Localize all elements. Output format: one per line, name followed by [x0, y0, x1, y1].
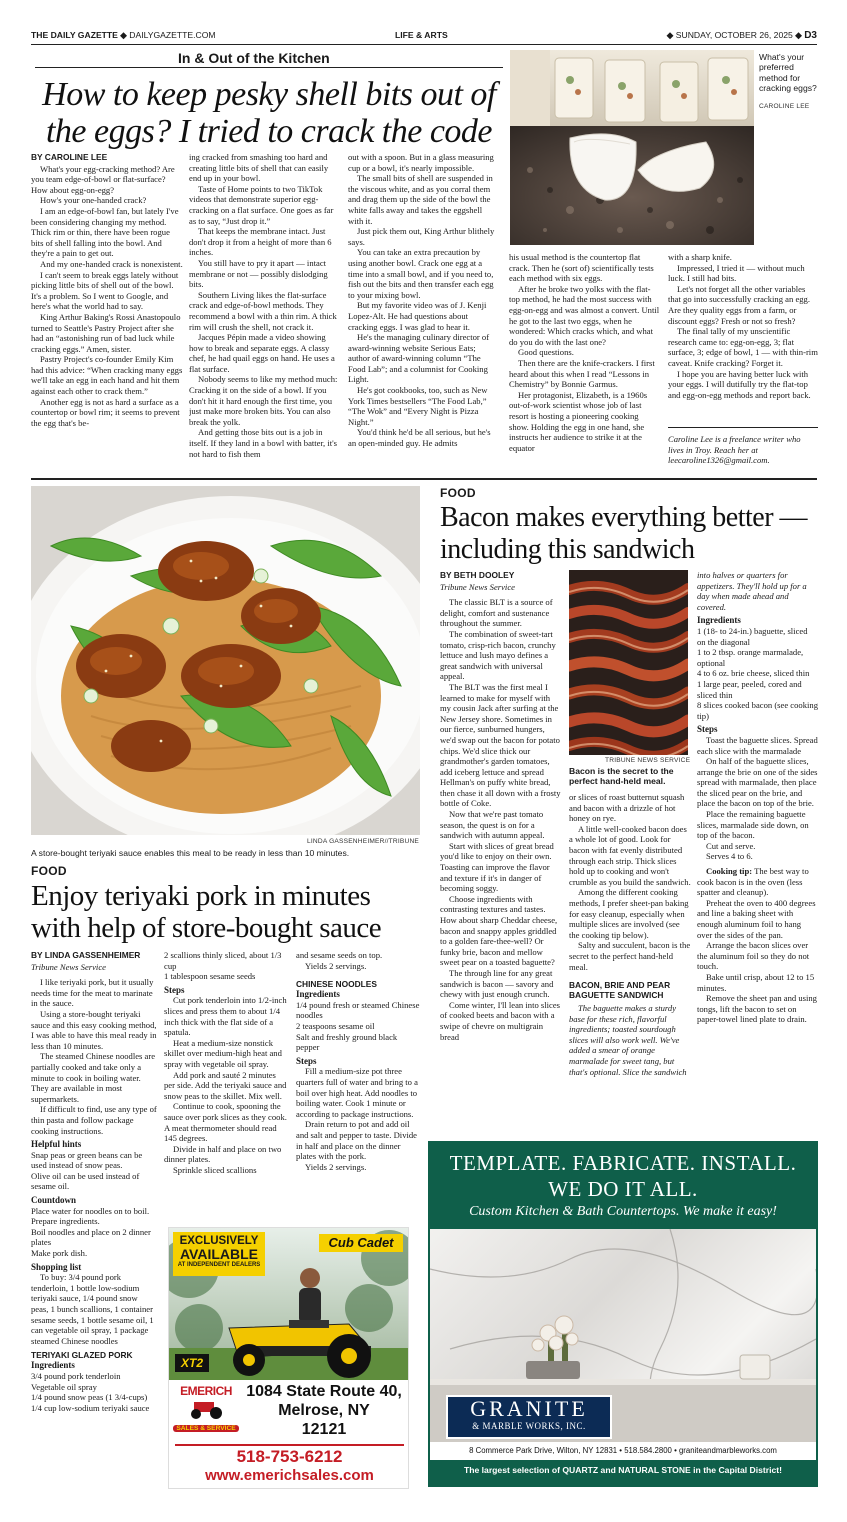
- step-item: Drain return to pot and add oil and salt and pepper to taste. Divide in half and place on the dinner plates with the pork.: [296, 1119, 417, 1162]
- dealer-name: EMERICH: [180, 1384, 232, 1398]
- countdown-item: Place water for noodles on to boil.: [31, 1205, 150, 1216]
- eggs-paragraph: Let's not forget all the other variables that go into successfully cracking an egg. Are they quality eggs from a farm, or discount eggs? Fresh or not so fresh?: [668, 283, 810, 326]
- bacon-paragraph: The classic BLT is a source of delight, comfort and sustenance throughout the summer.: [440, 597, 553, 629]
- ad-dealers: AT INDEPENDENT DEALERS: [177, 1262, 261, 1268]
- eggs-headline: How to keep pesky shell bits out of the eggs? I tried to crack the code: [42, 76, 496, 150]
- tip-step: Remove the sheet pan and using tongs, lift the bacon to set on paper-towel lined plate to drain.: [697, 993, 817, 1025]
- bacon-photo: [569, 570, 688, 755]
- eggs-kicker: In & Out of the Kitchen: [178, 50, 330, 66]
- teriyaki-photo-credit: LINDA GASSENHEIMER//TRIBUNE: [307, 838, 420, 845]
- teriyaki-paragraph: Using a store-bought teriyaki sauce and this easy cooking method, I was able to have this meal ready in less than 10 minutes.: [31, 1008, 157, 1051]
- dealer-address: [241, 1382, 407, 1439]
- step-item: Fill a medium-size pot three quarters full of water and bring to a boil over high heat. Add noodles to boiling water. Cook 1 minute or according to package instructions.: [296, 1066, 418, 1119]
- granite-address: 8 Commerce Park Drive, Wilton, NY 12831: [469, 1446, 618, 1455]
- ingredient-item: 1/4 pound fresh or steamed Chinese noodles: [296, 999, 420, 1021]
- ingredient-item: 2 scallions thinly sliced, about 1/3 cup: [164, 950, 282, 971]
- granite-contact-bar: 8 Commerce Park Drive, Wilton, NY 12831 • 518.584.2800 • graniteandmarbleworks.com: [430, 1442, 816, 1460]
- teriyaki-col-3: [296, 950, 422, 1220]
- helpful-hints-heading: Helpful hints: [31, 1139, 82, 1150]
- bacon-agency: Tribune News Service: [440, 581, 515, 592]
- tractor-icon: [186, 1398, 226, 1420]
- step-item: Serves 4 to 6.: [706, 851, 753, 862]
- granite-logo-word: GRANITE: [470, 1396, 588, 1421]
- eggs-col-4: [509, 252, 660, 476]
- address-line-2: Melrose, NY: [278, 1402, 370, 1419]
- hint-item: Olive oil can be used instead of sesame oil.: [31, 1170, 140, 1192]
- granite-logo: [446, 1395, 612, 1439]
- ingredient-item: 4 to 6 oz. brie cheese, sliced thin: [697, 668, 810, 679]
- teriyaki-agency: Tribune News Service: [31, 961, 106, 972]
- eggs-col-1: [31, 152, 183, 476]
- ingredient-item: 2 teaspoons sesame oil: [296, 1020, 375, 1031]
- eggs-paragraph: Her protagonist, Elizabeth, is a 1960s out-of-work scientist whose job of last resort is hosting a pioneering cooking show. Holding the egg in one hand, she instructs her audience to strike it at the equator: [509, 389, 648, 453]
- dealer-website[interactable]: www.emerichsales.com: [205, 1467, 374, 1484]
- eggs-photo-credit: CAROLINE LEE: [759, 103, 810, 110]
- bacon-photo-caption: Bacon is the secret to the perfect hand-held meal.: [569, 766, 674, 787]
- ingredient-item: Vegetable oil spray: [31, 1381, 97, 1392]
- ingredient-item: 1 (18- to 24-in.) baguette, sliced on the diagonal: [697, 625, 808, 647]
- marble-photo: [430, 1229, 816, 1442]
- recipe-title: BACON, BRIE AND PEAR BAGUETTE SANDWICH: [569, 980, 671, 1001]
- step-item: Toast the baguette slices. Spread each slice with the marmalade: [697, 734, 818, 756]
- shopping-list: To buy: 3/4 pound pork tenderloin, 1 bottle low-sodium teriyaki sauce, 1/4 pound snow peas, 1 bunch scallions, 1 container sesame seeds, 1 bottle sesame oil, 1 can vegetable oil spray, 1 package steamed Chinese noodles: [31, 1272, 154, 1346]
- eggs-paragraph: I hope you are having better luck with your eggs. I will dutifully try the flat-top and egg-on-egg methods and report back.: [668, 368, 811, 400]
- cubcadet-logo: Cub Cadet: [319, 1234, 403, 1252]
- eggshell-illustration: [510, 50, 754, 245]
- dealer-logo: [173, 1384, 239, 1442]
- teriyaki-section-label: FOOD: [31, 864, 67, 878]
- bacon-byline: BY BETH DOOLEY: [440, 570, 515, 580]
- bacon-col-1: [440, 570, 562, 1240]
- yields-line: Yields 2 servings.: [305, 1161, 367, 1172]
- eggs-paragraph: Jacques Pépin made a video showing how to break and separate eggs. A classy chef, he had quail eggs on hand. He uses a flat surface.: [189, 332, 335, 374]
- page-number: D3: [804, 30, 817, 41]
- dealer-phone[interactable]: 518-753-6212: [236, 1447, 343, 1466]
- bacon-paragraph: Start with slices of great bread you'd like to enjoy on their own. Toasting can improve the flavor and texture if it's in danger of becoming soggy.: [440, 840, 554, 894]
- granite-ad-tagline: Custom Kitchen & Bath Countertops. We make it easy!: [469, 1204, 777, 1219]
- eggs-paragraph: with a sharp knife.: [668, 252, 732, 262]
- eggshell-photo: [510, 50, 754, 245]
- eggs-paragraph: And my one-handed crack is nonexistent.: [40, 258, 183, 269]
- recipe-intro-continued: into halves or quarters for appetizers. They'll hold up for a day when made ahead and covered.: [697, 570, 807, 612]
- granite-ad-line-1: TEMPLATE. FABRICATE. INSTALL.: [449, 1151, 797, 1175]
- bacon-paragraph: Choose ingredients with contrasting textures and tastes. How about sharp Cheddar cheese, bacon and snappy apples griddled to a golden fare-thee-well? Or funky brie, bacon and mellow sweet pear on a toasted baguette?: [440, 893, 558, 968]
- shopping-list-heading: Shopping list: [31, 1261, 82, 1272]
- eggs-col-2: [189, 152, 340, 476]
- eggs-col-3: [348, 152, 499, 476]
- tip-step: Bake until crisp, about 12 to 15 minutes.: [697, 971, 815, 993]
- header-rule: [31, 44, 817, 45]
- eggs-col-5: [668, 252, 818, 476]
- tagline-rule: [668, 427, 818, 428]
- eggs-paragraph: You'd think he'd be all serious, but he's an open-minded guy. He admits: [348, 427, 491, 449]
- teriyaki-col-1: [31, 950, 157, 1495]
- eggs-paragraph: Impressed, I tried it — without much luck. I still had bits.: [668, 262, 805, 284]
- eggs-paragraph: He's got cookbooks, too, such as New York Times bestsellers “The Food Lab,” “The Wok” and “Every Night is Pizza Night.”: [348, 385, 488, 427]
- ad-available: AVAILABLE: [179, 1246, 259, 1262]
- tip-step: Preheat the oven to 400 degrees and line a baking sheet with enough aluminum foil to hang over the sides of the pan.: [697, 897, 816, 940]
- teriyaki-photo: [31, 486, 420, 835]
- eggs-photo-caption: What's your preferred method for cracking eggs?: [759, 52, 817, 94]
- bacon-paragraph: Among the different cooking methods, I prefer sheet-pan baking for easy cleanup, especially when multiple slices are involved (see the cooking tip below).: [569, 887, 689, 940]
- teriyaki-illustration: [31, 486, 420, 835]
- eggs-paragraph: And getting those bits out is a job in itself. If they land in a bowl with batter, it's not hard to fish them: [189, 427, 337, 459]
- bacon-paragraph: The BLT was the first meal I learned to make for myself with my cousin Jack after surfing at the New Jersey shore. Sometimes in our fierce, sunburned hungers, we'd swap out the bacon for potato chips. We'd slice thick our grandmother's garden tomatoes, add iceberg lettuce and spread Hellman's on puffy white bread, then chase it all down with a frosty bottle of Coke.: [440, 681, 561, 809]
- eggs-tagline: Caroline Lee is a freelance writer who lives in Troy. Reach her at leecaroline1326@gmail.com.: [668, 434, 801, 466]
- diamond-icon: ◆: [795, 30, 802, 40]
- paper-name: THE DAILY GAZETTE: [31, 30, 118, 40]
- eggs-paragraph: Taste of Home points to two TikTok videos that demonstrate superior egg-cracking on a flat surface. One goes as far as to say, “Just drop it.”: [189, 183, 334, 226]
- yields-line: Yields 2 servings.: [305, 960, 367, 971]
- countdown-item: Make pork dish.: [31, 1248, 88, 1259]
- steps-heading: Steps: [164, 984, 185, 995]
- eggs-paragraph: But my favorite video was of J. Kenji Lopez-Alt. He had questions about cracking eggs. I was glad to hear it.: [348, 300, 487, 332]
- bacon-paragraph: The through line for any great sandwich is bacon — savory and chewy with just enough crunch.: [440, 967, 554, 1000]
- kicker-rule: [35, 67, 503, 68]
- date-block: [667, 30, 817, 41]
- section-label: LIFE & ARTS: [395, 30, 448, 40]
- step-item: Divide in half and place on two dinner plates.: [164, 1143, 282, 1165]
- ingredients-heading: Ingredients: [296, 989, 340, 1000]
- recipe-intro: The baguette makes a sturdy base for these rich, flavorful ingredients; toasted sourdough slices will also work well. We've added a smear of orange marmalade for sweet tang, but that's optional. Slice the sandwich: [569, 1003, 687, 1077]
- teriyaki-paragraph: If difficult to find, use any type of thin pasta and follow package cooking instructions.: [31, 1104, 157, 1136]
- tip-step: Arrange the bacon slices over the aluminum foil so they do not touch.: [697, 940, 810, 972]
- bacon-photo-credit: TRIBUNE NEWS SERVICE: [605, 757, 691, 764]
- eggs-paragraph: You can take an extra precaution by using another bowl. Crack one egg at a time into a small bowl, and if you need to, fish out the bits and then transfer each egg to your mixing bowl.: [348, 247, 494, 300]
- countdown-heading: Countdown: [31, 1195, 77, 1206]
- bacon-col-3: [697, 570, 818, 1232]
- cooking-tip: [697, 866, 818, 898]
- bacon-headline: Bacon makes everything better — including this sandwich: [440, 502, 808, 565]
- step-item: Cut and serve.: [706, 840, 756, 851]
- eggs-paragraph: Pastry Project's co-founder Emily Kim had this advice: “When cracking many eggs we'll take an egg in each hand and hit them against each other to crack them.”: [31, 354, 183, 397]
- granite-footer: The largest selection of QUARTZ and NATURAL STONE in the Capital District!: [463, 1465, 782, 1475]
- bacon-paragraph: The combination of sweet-tart tomato, crisp-rich bacon, crunchy lettuce and lush mayo defines a great sandwich with universal appeal.: [440, 628, 556, 682]
- teriyaki-paragraph: The steamed Chinese noodles are partially cooked and take only a minute to cook in boiling water. They are available in most supermarkets.: [31, 1051, 156, 1104]
- eggs-paragraph: King Arthur Baking's Rossi Anastopoulo turned to Seattle's Pastry Project after she had an “astonishing run of bad luck while cracking eggs.” Amen, sister.: [31, 311, 181, 354]
- ingredient-item: Salt and freshly ground black pepper: [296, 1031, 398, 1053]
- bacon-paragraph: A little well-cooked bacon does a whole lot of good. Look for bacon with fat evenly distributed through each strip. Thick slices hold up to cooking and won't crumble as you build the sandwich.: [569, 823, 691, 887]
- eggs-paragraph: The final tally of my unscientific research came to: egg-on-egg, 3; flat surface, 3; edge of bowl, 1 — with thin-rim caveat. Knife cracking? Forget it.: [668, 326, 818, 368]
- eggs-byline: BY CAROLINE LEE: [31, 152, 108, 162]
- step-item: On half of the baguette slices, arrange the brie on one of the sides spread with marmalade, then place the sliced pear on the brie, and place the bacon on top of the brie.: [697, 756, 818, 809]
- eggs-paragraph: Southern Living likes the flat-surface crack and edge-of-bowl methods. They recommend a bowl with a thin rim. A thick rim will crush the shell, not crack it.: [189, 289, 337, 332]
- countdown-item: Boil noodles and place on 2 dinner plates: [31, 1226, 151, 1248]
- eggs-paragraph: The small bits of shell are suspended in the viscous white, and as you corral them and drag them up the side of the bowl the white falls away and takes the eggshell with it.: [348, 173, 493, 226]
- eggs-paragraph: Another egg is not as hard a surface as a countertop or bowl rim; it seems to prevent the egg that's be-: [31, 396, 180, 428]
- teriyaki-caption: A store-bought teriyaki sauce enables this meal to be ready in less than 10 minutes.: [31, 848, 350, 858]
- countdown-item: Prepare ingredients.: [31, 1216, 100, 1227]
- address-zip: 12121: [301, 1421, 347, 1438]
- page-date: SUNDAY, OCTOBER 26, 2025: [675, 30, 793, 40]
- step-item: Place the remaining baguette slices, marmalade side down, on top of the bacon.: [697, 809, 809, 841]
- granite-ad[interactable]: [428, 1141, 818, 1487]
- eggs-paragraph: Just pick them out, King Arthur blithely says.: [348, 226, 495, 247]
- granite-phone[interactable]: 518.584.2800: [624, 1446, 672, 1455]
- bacon-illustration: [569, 570, 688, 755]
- ad-exclusive: EXCLUSIVELY: [179, 1235, 259, 1247]
- dealer-sales: SALES & SERVICE: [173, 1425, 239, 1432]
- eggs-paragraph: Nobody seems to like my method much: Cracking it on the side of a bowl. If you don't hit it hard enough the first time, you just make more broken bits. You can also break the yolk.: [189, 374, 338, 427]
- hint-item: Snap peas or green beans can be used instead of snow peas.: [31, 1149, 143, 1171]
- page-header: [31, 30, 817, 44]
- bacon-paragraph: or slices of roast butternut squash and bacon with a drizzle of hot honey on rye.: [569, 792, 685, 824]
- ad-exclusive-box: [173, 1232, 265, 1276]
- eggs-paragraph: How's your one-handed crack?: [40, 195, 147, 206]
- step-item: Heat a medium-size nonstick skillet over medium-high heat and spray with vegetable oil spray.: [164, 1037, 282, 1069]
- bacon-paragraph: Salty and succulent, bacon is the secret to the perfect hand-held meal.: [569, 940, 691, 972]
- ingredient-item: 1/4 pound snow peas (1 3/4-cups): [31, 1392, 148, 1403]
- cubcadet-ad[interactable]: [168, 1227, 409, 1489]
- eggs-paragraph: What's your egg-cracking method? Are you team edge-of-bowl or flat-surface? How about egg-on-egg?: [31, 163, 175, 195]
- eggs-paragraph: He's the managing culinary director of award-winning website Serious Eats; author of award-winning column “The Food Lab”; and a columnist for Cooking Light.: [348, 332, 490, 385]
- eggs-paragraph: Then there are the knife-crackers. I first heard about this when I read “Lessons in Chemistry” by Bonnie Garmus.: [509, 357, 655, 390]
- eggs-paragraph: ing cracked from smashing too hard and creating little bits of shell that can easily end up in your bowl.: [189, 152, 329, 184]
- ad-rule: [175, 1444, 404, 1446]
- step-item: Add pork and sauté 2 minutes per side. Add the teriyaki sauce and snow peas to the skillet. Mix well.: [164, 1069, 287, 1101]
- eggs-paragraph: After he broke two yolks with the flat-top method, he had the most success with egg-on-egg and was almost a convert. Until he got to the last two eggs, when he wondered: Which cracks which, and what do you do with the last one?: [509, 283, 660, 347]
- granite-logo-sub: & MARBLE WORKS, INC.: [472, 1421, 586, 1431]
- cooking-tip-text: The best way to cook bacon is in the oven (less spatter and cleanup).: [697, 866, 809, 898]
- bacon-paragraph: Come winter, I'll lean into slices of cooked beets and bacon with a swipe of chevre on multigrain bread: [440, 999, 560, 1042]
- recipe-title: TERIYAKI GLAZED PORK: [31, 1350, 133, 1361]
- eggs-paragraph: out with a spoon. But in a glass measuring cup or a bowl, it's nearly impossible.: [348, 152, 494, 173]
- step-item: Continue to cook, spooning the sauce over pork slices as they cook. A meat thermometer should read 145 degrees.: [164, 1101, 287, 1144]
- diamond-icon: ◆: [120, 30, 127, 40]
- ingredient-item: 1 large pear, peeled, cored and sliced thin: [697, 678, 802, 700]
- step-item: Cut pork tenderloin into 1/2-inch slices and press them to about 1/4 inch thick with the flat side of a spatula.: [164, 995, 287, 1038]
- eggs-paragraph: That keeps the membrane intact. Just don't drop it from a height of more than 6 inches.: [189, 226, 332, 258]
- eggs-paragraph: I am an edge-of-bowl fan, but lately I've been considering changing my method. Thick rim or thin, there have been rogue bits of shell falling into the bowl. And they're a pain to get out.: [31, 205, 179, 259]
- step-continuation: and sesame seeds on top.: [296, 950, 383, 960]
- ingredient-item: 3/4 pound pork tenderloin: [31, 1370, 121, 1381]
- ingredient-item: 1/4 cup low-sodium teriyaki sauce: [31, 1402, 150, 1413]
- teriyaki-paragraph: I like teriyaki pork, but it usually needs time for the meat to marinate in the sauce.: [31, 977, 154, 1009]
- eggs-paragraph: his usual method is the countertop flat crack. Then he (sort of) scientifically tests each method with six eggs.: [509, 252, 654, 284]
- cooking-tip-label: Cooking tip:: [706, 866, 753, 877]
- steps-heading: Steps: [697, 724, 718, 735]
- ingredient-item: 1 to 2 tbsp. orange marmalade, optional: [697, 647, 804, 668]
- recipe-title: CHINESE NOODLES: [296, 979, 377, 990]
- granite-ad-line-2: WE DO IT ALL.: [548, 1177, 698, 1201]
- ingredients-heading: Ingredients: [697, 615, 741, 626]
- teriyaki-byline: BY LINDA GASSENHEIMER: [31, 950, 141, 960]
- steps-heading: Steps: [296, 1055, 317, 1066]
- teriyaki-headline: Enjoy teriyaki pork in minutes with help of store-bought sauce: [31, 880, 382, 944]
- paper-site[interactable]: DAILYGAZETTE.COM: [129, 30, 216, 40]
- bacon-paragraph: Now that we're past tomato season, the quest is on for a sandwich with autumn appeal.: [440, 809, 545, 841]
- ingredient-item: 8 slices cooked bacon (see cooking tip): [697, 700, 818, 721]
- granite-website[interactable]: graniteandmarbleworks.com: [678, 1446, 777, 1455]
- teriyaki-col-2: [164, 950, 288, 1220]
- address-line-1: 1084 State Route 40,: [246, 1383, 402, 1400]
- ingredients-heading: Ingredients: [31, 1360, 75, 1371]
- diamond-icon: ◆: [666, 30, 674, 40]
- eggs-paragraph: I can't seem to break eggs lately without picking little bits of shell out of the bowl. It's a problem. So I went to Google, and here's what the world had to say.: [31, 269, 179, 312]
- eggs-paragraph: Good questions.: [518, 347, 574, 358]
- section-divider: [31, 478, 817, 480]
- model-badge: XT2: [175, 1354, 209, 1372]
- eggs-paragraph: You still have to pry it apart — intact membrane or not — possibly dislodging bits.: [189, 257, 328, 290]
- ingredient-item: 1 tablespoon sesame seeds: [164, 971, 256, 982]
- bacon-section-label: FOOD: [440, 486, 476, 500]
- step-item: Sprinkle sliced scallions: [173, 1164, 257, 1175]
